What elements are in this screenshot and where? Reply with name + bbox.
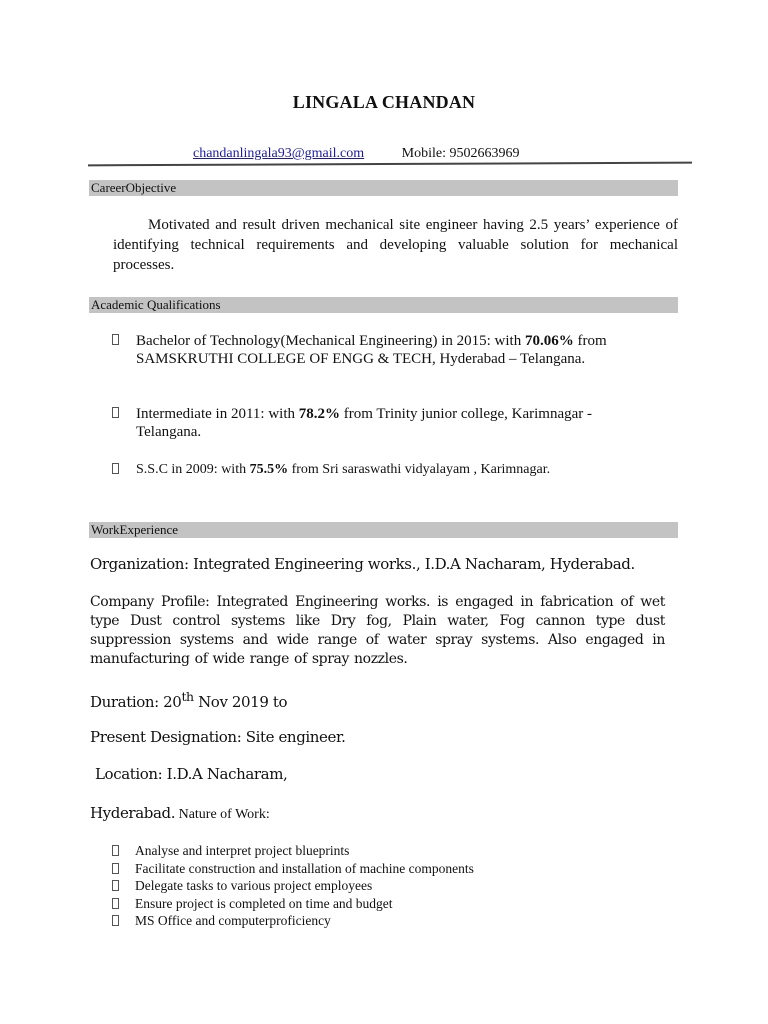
qualification-score: 70.06%: [524, 333, 574, 349]
bullet-icon: [112, 407, 119, 418]
mobile-number: Mobile: 9502663969: [401, 146, 520, 161]
bullet-icon: [112, 334, 119, 345]
contact-line: [193, 146, 519, 162]
bullet-icon: [112, 463, 119, 474]
section-work-experience: WorkExperience: [89, 522, 678, 538]
resume-page: LINGALA CHANDAN chandanlingala93@gmail.com Mobile: 9502663969 CareerObjective Motivated and result driven mechanical site engineer having 2.5 years’ experience of identifying technical requirements and developing valuable solution for mechanical processes. Academic Qualifications Bachelor of Technology(Mechanical Engineering) in 2015: with 70.06% from SAMSKRUTHI COLLEGE OF ENGG & TECH, Hyderabad – Telangana. Intermediate in 2011: with 78.2% from Trinity junior college, Karimnagar - Telangana. S.S.C in 2009: with 75.5% from Sri saraswathi vidyalayam , Karimnagar. WorkExperience Organization: Integrated Engineering works., I.D.A Nacharam, Hyderabad. Company Profile: Integrated Engineering works. is engaged in fabrication of wet type Dust control systems like Dry fog, Plain water, Fog cannon type dust suppression systems and wide range of water spray systems. Also engaged in manufacturing of wide range of spray nozzles. Duration: 20th Nov 2019 to Present Designation: Site engineer. Location: I.D.A Nacharam, Hyderabad. Nature of Work: Analyse and interpret project blueprints Facilitate construction and installation of machine components Delegate tasks to various project employees Ensure project is completed on time and budget MS Office and computerproficiency: [0, 0, 768, 1024]
bullet-icon: [112, 863, 119, 874]
qualification-score: 75.5%: [249, 462, 289, 477]
location: Location: I.D.A Nacharam,: [95, 765, 288, 783]
organization: Organization: Integrated Engineering works., I.D.A Nacharam, Hyderabad.: [90, 555, 635, 573]
bullet-icon: [112, 845, 119, 856]
bullet-icon: [112, 898, 119, 909]
section-academic-qualifications: Academic Qualifications: [89, 297, 678, 313]
nature-of-work: Hyderabad. Nature of Work:: [90, 804, 270, 822]
header-divider: [88, 162, 692, 167]
candidate-name: LINGALA CHANDAN: [292, 92, 476, 112]
email-link[interactable]: chandanlingala93@gmail.com: [193, 146, 365, 161]
bullet-icon: [112, 915, 119, 926]
duration: Duration: 20th Nov 2019 to: [90, 689, 288, 711]
qualification-score: 78.2%: [298, 406, 340, 422]
objective-text: Motivated and result driven mechanical site engineer having 2.5 years’ experience of identifying technical requirements and developing valuable solution for mechanical processes.: [113, 217, 678, 273]
designation: Present Designation: Site engineer.: [90, 728, 346, 746]
company-profile: Company Profile: Integrated Engineering works. is engaged in fabrication of wet type Dust control systems like Dry fog, Plain water, Fog cannon type dust suppression systems and wide range of water spray systems. Also engaged in manufacturing of wide range of spray nozzles.: [90, 594, 665, 667]
bullet-icon: [112, 880, 119, 891]
section-career-objective: CareerObjective: [89, 180, 678, 196]
